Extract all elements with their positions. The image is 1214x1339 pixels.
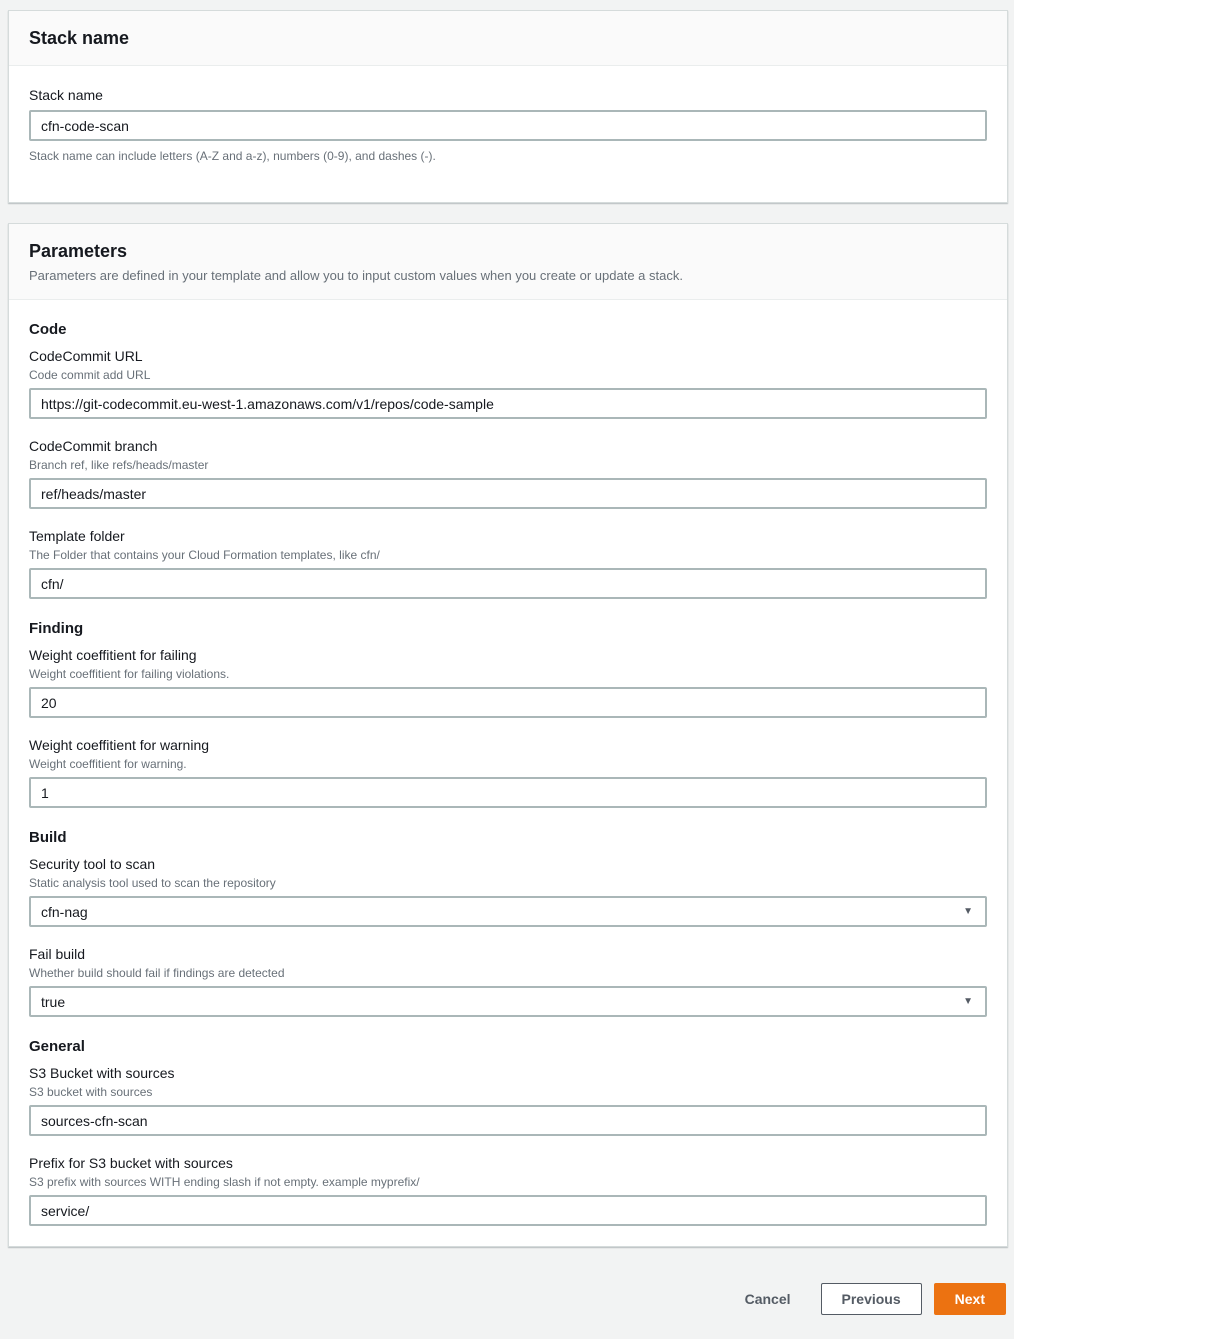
param-group-finding-heading: Finding — [29, 620, 84, 637]
security-tool-select-value: cfn-nag — [41, 903, 88, 920]
fail-build-helper: Whether build should fail if findings are detected — [29, 966, 285, 980]
fail-build-field — [29, 945, 987, 1017]
param-group-build-heading: Build — [29, 829, 67, 846]
stack-name-field — [29, 86, 987, 164]
param-group-code-heading: Code — [29, 321, 67, 338]
weight-warning-field — [29, 736, 987, 808]
weight-warning-input[interactable] — [29, 777, 987, 808]
caret-down-icon: ▼ — [963, 905, 973, 917]
right-whitespace — [1014, 0, 1214, 1339]
stack-name-section-title: Stack name — [29, 28, 130, 48]
stack-name-section-header — [9, 11, 1007, 66]
s3-prefix-label: Prefix for S3 bucket with sources — [29, 1155, 233, 1171]
security-tool-field — [29, 855, 987, 927]
codecommit-branch-input[interactable] — [29, 478, 987, 509]
s3-bucket-label: S3 Bucket with sources — [29, 1065, 175, 1081]
security-tool-select[interactable] — [29, 896, 987, 927]
param-group-build — [29, 828, 987, 1017]
security-tool-helper: Static analysis tool used to scan the repository — [29, 876, 276, 890]
parameters-section-header — [9, 224, 1007, 300]
wizard-footer — [8, 1267, 1008, 1315]
weight-failing-helper: Weight coeffitient for failing violations. — [29, 667, 230, 681]
codecommit-url-input[interactable] — [29, 388, 987, 419]
caret-down-icon: ▼ — [963, 995, 973, 1007]
codecommit-branch-field — [29, 437, 987, 509]
fail-build-select-value: true — [41, 993, 66, 1010]
param-group-general-heading: General — [29, 1038, 85, 1055]
fail-build-label: Fail build — [29, 946, 86, 962]
cancel-button[interactable]: Cancel — [727, 1283, 809, 1315]
fail-build-select[interactable] — [29, 986, 987, 1017]
parameters-section — [8, 223, 1008, 1247]
s3-prefix-helper: S3 prefix with sources WITH ending slash if not empty. example myprefix/ — [29, 1175, 420, 1189]
s3-bucket-input[interactable] — [29, 1105, 987, 1136]
s3-bucket-helper: S3 bucket with sources — [29, 1085, 153, 1099]
template-folder-helper: The Folder that contains your Cloud Formation templates, like cfn/ — [29, 548, 380, 562]
parameters-section-title: Parameters — [29, 241, 128, 261]
parameters-section-description: Parameters are defined in your template and allow you to input custom values when you create or update a stack. — [29, 268, 683, 283]
codecommit-branch-label: CodeCommit branch — [29, 438, 158, 454]
security-tool-label: Security tool to scan — [29, 856, 156, 872]
param-group-general — [29, 1037, 987, 1226]
s3-prefix-input[interactable] — [29, 1195, 987, 1226]
template-folder-field — [29, 527, 987, 599]
weight-failing-input[interactable] — [29, 687, 987, 718]
stack-name-constraint: Stack name can include letters (A-Z and a-z), numbers (0-9), and dashes (-). — [29, 149, 436, 163]
weight-failing-label: Weight coeffitient for failing — [29, 647, 197, 663]
weight-warning-label: Weight coeffitient for warning — [29, 737, 210, 753]
weight-failing-field — [29, 646, 987, 718]
template-folder-label: Template folder — [29, 528, 125, 544]
parameters-section-body — [9, 300, 1007, 1246]
codecommit-url-field — [29, 347, 987, 419]
stack-name-label: Stack name — [29, 87, 103, 103]
stack-name-input[interactable] — [29, 110, 987, 141]
s3-bucket-field — [29, 1064, 987, 1136]
next-button[interactable]: Next — [934, 1283, 1006, 1315]
s3-prefix-field — [29, 1154, 987, 1226]
stack-name-section-body — [9, 66, 1007, 202]
stack-name-section — [8, 10, 1008, 203]
previous-button[interactable]: Previous — [821, 1283, 922, 1315]
codecommit-url-helper: Code commit add URL — [29, 368, 151, 382]
codecommit-url-label: CodeCommit URL — [29, 348, 143, 364]
codecommit-branch-helper: Branch ref, like refs/heads/master — [29, 458, 209, 472]
param-group-finding — [29, 619, 987, 808]
param-group-code — [29, 320, 987, 599]
template-folder-input[interactable] — [29, 568, 987, 599]
weight-warning-helper: Weight coeffitient for warning. — [29, 757, 187, 771]
